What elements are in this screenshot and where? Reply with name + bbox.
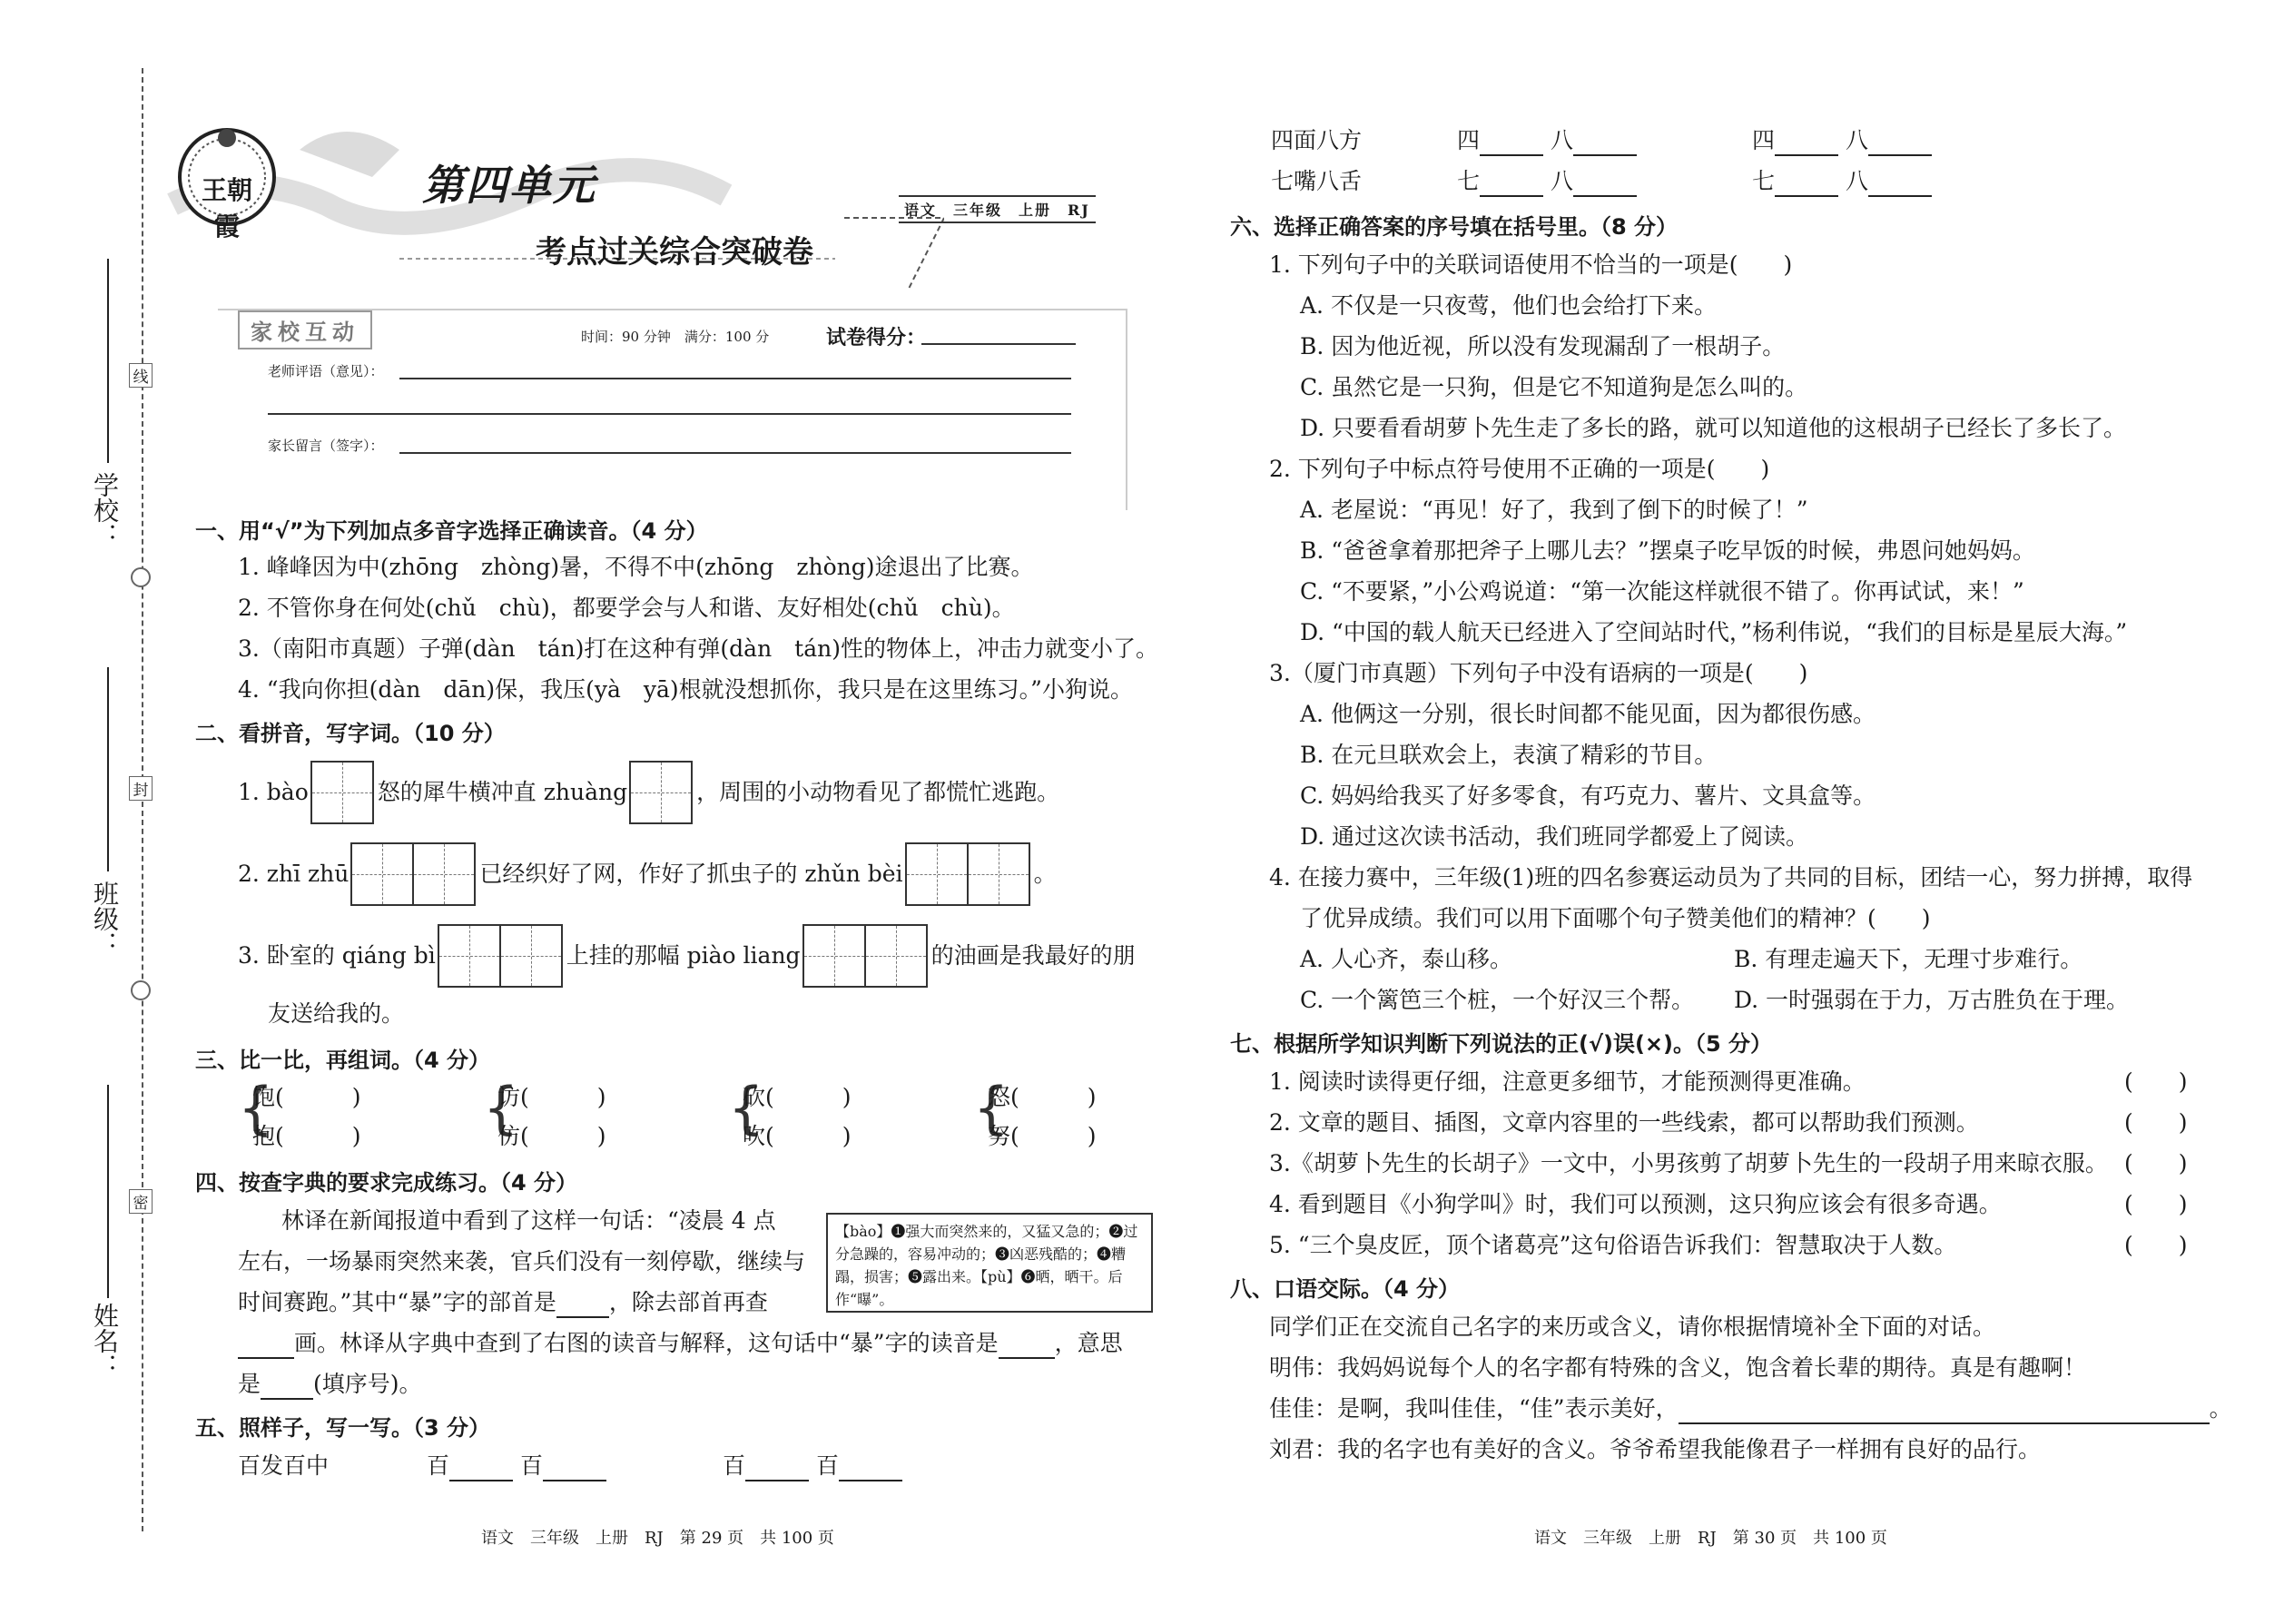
score-label: 试卷得分：: [826, 326, 927, 349]
tr1-blank-d[interactable]: [1868, 131, 1932, 156]
char-box-bao[interactable]: [312, 761, 374, 824]
s3-pair-1-b[interactable]: 抱( ): [252, 1123, 361, 1149]
s4-line-5-text: 是: [238, 1371, 261, 1397]
s1-item-3[interactable]: 3.（南阳市真题）子弹(dàn tán)打在这种有弹(dàn tán)性的物体上，冲击力就变小了。: [238, 635, 1158, 662]
s6-q1-opt-c[interactable]: C. 虽然它是一只狗，但是它不知道狗是怎么叫的。: [1300, 374, 1808, 400]
brace-2: {: [483, 1075, 519, 1141]
brace-4: {: [973, 1075, 1009, 1141]
s2-r2-pinyin-a: 2. zhī zhū: [238, 861, 350, 887]
brace-1: {: [238, 1075, 274, 1141]
tr2-blank-c[interactable]: [1775, 172, 1838, 197]
s6-q3-opt-d[interactable]: D. 通过这次读书活动，我们班同学都爱上了阅读。: [1300, 823, 1809, 850]
section-7-title: 七、根据所学知识判断下列说法的正(√)误(×)。（5 分）: [1230, 1031, 1773, 1057]
s7-paren-1[interactable]: ( ): [2124, 1068, 2188, 1095]
s8-line-3: [1269, 1393, 2232, 1424]
s4-line-3-text: 时间赛跑。”其中“暴”字的部首是: [238, 1289, 556, 1315]
s6-q1-opt-d[interactable]: D. 只要看看胡萝卜先生走了多长的路，就可以知道他的这根胡子已经长了多长了。: [1300, 415, 2127, 441]
meaning-blank[interactable]: [261, 1374, 313, 1400]
footer-left: 语文 三年级 上册 RJ 第 29 页 共 100 页: [481, 1529, 834, 1548]
tr1-blank-a[interactable]: [1480, 131, 1543, 156]
char-box-qiangbi[interactable]: [439, 924, 563, 988]
tr2-char-d: 八: [1845, 168, 1868, 194]
name-label: 姓名：: [90, 1303, 120, 1379]
radical-blank[interactable]: [556, 1293, 609, 1318]
s2-r2-text-b: 。: [1033, 861, 1057, 887]
s5-example: 百发百中: [238, 1452, 330, 1479]
s4-line-2: 左右，一场暴雨突然来袭，官兵们没有一刻停歇，继续与: [238, 1248, 806, 1275]
tr2-char-c: 七: [1752, 168, 1776, 194]
s2-r3-text-b: 上挂的那幅 piào liang: [566, 942, 801, 969]
s7-item-5: 5. “三个臭皮匠，顶个诸葛亮”这句俗语告诉我们：智慧取决于人数。: [1269, 1232, 1957, 1258]
s6-q2-opt-a[interactable]: A. 老屋说：“再见！好了，我到了倒下的时候了！”: [1300, 497, 1808, 523]
tr1-blank-c[interactable]: [1775, 131, 1838, 156]
top-row-1-blanks-a: [1457, 125, 1637, 156]
s4-line-5: [238, 1369, 422, 1400]
school-label: 学校：: [90, 472, 120, 548]
s7-item-1: 1. 阅读时读得更仔细，注意更多细节，才能预测得更准确。: [1269, 1068, 1866, 1095]
s2-r2-text-a: 已经织好了网，作好了抓虫子的 zhǔn bèi: [479, 861, 903, 887]
s2-r1-pinyin-a: 1. bào: [238, 779, 309, 805]
top-row-2-blanks-b: [1752, 166, 1932, 197]
s5-b2-blank-a[interactable]: [745, 1456, 809, 1481]
s8-line-3-text: 佳佳：是啊，我叫佳佳，“佳”表示美好，: [1269, 1395, 1679, 1422]
s3-pair-4-a[interactable]: 怒( ): [988, 1084, 1097, 1110]
s6-q3-opt-a[interactable]: A. 他俩这一分别，很长时间都不能见面，因为都很伤感。: [1300, 701, 1876, 727]
s5-b1-char-b: 百: [519, 1452, 543, 1479]
s2-row-3-continued: 友送给我的。: [268, 1000, 405, 1027]
top-row-2-example: 七嘴八舌: [1271, 168, 1363, 194]
s1-item-2[interactable]: 2. 不管你身在何处(chǔ chù)，都要学会与人和谐、友好相处(chǔ chù)。: [238, 595, 1015, 621]
tr1-char-d: 八: [1845, 127, 1868, 153]
s7-paren-5[interactable]: ( ): [2124, 1232, 2188, 1258]
binding-hole-2: [131, 980, 151, 1000]
s6-q2: 2. 下列句子中标点符号使用不正确的一项是( ): [1269, 456, 1770, 482]
tr2-blank-d[interactable]: [1868, 172, 1932, 197]
s6-q3: 3.（厦门市真题）下列句子中没有语病的一项是( ): [1269, 660, 1808, 686]
time-info: 时间：90 分钟 满分：100 分: [581, 329, 770, 345]
s6-q1: 1. 下列句子中的关联词语使用不恰当的一项是( ): [1269, 251, 1793, 278]
tr1-blank-b[interactable]: [1573, 131, 1637, 156]
parent-comment-line[interactable]: [399, 452, 1071, 454]
s6-q1-opt-b[interactable]: B. 因为他近视，所以没有发现漏刮了一根胡子。: [1300, 333, 1786, 359]
s6-q4-opt-d[interactable]: D. 一时强弱在于力，万古胜负在于理。: [1734, 987, 2130, 1013]
s1-item-4[interactable]: 4. “我向你担(dàn dān)保，我压(yà yā)根就没想抓你，我只是在这里练习。”小狗说。: [238, 676, 1133, 703]
char-box-zhunbei[interactable]: [907, 842, 1030, 906]
s6-q1-opt-a[interactable]: A. 不仅是一只夜莺，他们也会给打下来。: [1300, 292, 1717, 319]
dialogue-answer-blank[interactable]: [1679, 1399, 2210, 1424]
seal-word-mi: 密: [129, 1189, 153, 1214]
s2-r3-text-c: 的油画是我最好的朋: [930, 942, 1136, 969]
unit-title: 第四单元: [422, 161, 596, 210]
s4-line-3: [238, 1287, 768, 1318]
paper-subtitle: 考点过关综合突破卷: [536, 234, 813, 271]
teacher-comment-line-1[interactable]: [399, 378, 1071, 379]
section-1-title: 一、用“√”为下列加点多音字选择正确读音。（4 分）: [195, 518, 708, 544]
s6-q4-opt-b[interactable]: B. 有理走遍天下，无理寸步难行。: [1734, 946, 2083, 972]
family-school-title: 家校互动: [238, 310, 372, 349]
pronunciation-blank[interactable]: [999, 1334, 1055, 1359]
s7-item-4: 4. 看到题目《小狗学叫》时，我们可以预测，这只狗应该会有很多奇遇。: [1269, 1191, 2002, 1217]
tr1-char-a: 四: [1457, 127, 1481, 153]
s6-q4-cont: 了优异成绩。我们可以用下面哪个句子赞美他们的精神？( ): [1300, 905, 1931, 931]
school-field[interactable]: [107, 259, 109, 463]
strokes-blank[interactable]: [238, 1334, 294, 1359]
tr2-char-b: 八: [1550, 168, 1573, 194]
s5-blank-group-2: [723, 1451, 902, 1481]
parent-comment-label: 家长留言（签字）：: [268, 438, 384, 454]
char-box-piaoliang[interactable]: [804, 924, 928, 988]
s2-row-2: [238, 842, 1057, 906]
s7-paren-4[interactable]: ( ): [2124, 1191, 2188, 1217]
s6-q2-opt-b[interactable]: B. “爸爸拿着那把斧子上哪儿去？”摆桌子吃早饭的时候，弗恩问她妈妈。: [1300, 537, 2035, 564]
logo-text: 王朝霞: [201, 175, 252, 241]
score-field[interactable]: [921, 343, 1076, 345]
tr1-char-b: 八: [1550, 127, 1573, 153]
grade-tag: 语文 三年级 上册 RJ: [899, 195, 1096, 223]
char-box-zhuang[interactable]: [631, 761, 693, 824]
s4-line-4-text: 画。林译从字典中查到了右图的读音与解释，这句话中“暴”字的读音是: [294, 1330, 999, 1356]
s1-item-1[interactable]: 1. 峰峰因为中(zhōng zhòng)暑，不得不中(zhōng zhòng)途退出了比赛。: [238, 554, 1034, 580]
s5-b1-blank-b[interactable]: [543, 1456, 606, 1481]
s8-line-2: 明伟：我妈妈说每个人的名字都有特殊的含义，饱含着长辈的期待。真是有趣啊！: [1269, 1354, 2087, 1381]
name-field[interactable]: [107, 1085, 109, 1298]
s5-b2-char-a: 百: [723, 1452, 746, 1479]
char-box-zhizhu[interactable]: [352, 842, 476, 906]
section-2-title: 二、看拼音，写字词。（10 分）: [195, 721, 506, 746]
s5-blank-group-1: [427, 1451, 606, 1481]
s6-q2-opt-d[interactable]: D. “中国的载人航天已经进入了空间站时代，”杨利伟说，“我们的目标是星辰大海。”: [1300, 619, 2128, 645]
s3-pair-4-b[interactable]: 努( ): [988, 1123, 1097, 1149]
s3-pair-2-a[interactable]: 访( ): [497, 1084, 606, 1110]
s3-pair-1-a[interactable]: 饱( ): [252, 1084, 361, 1110]
s2-r1-text-a: 怒的犀牛横冲直 zhuàng: [377, 779, 628, 805]
s6-q3-opt-b[interactable]: B. 在元旦联欢会上，表演了精彩的节目。: [1300, 742, 1718, 768]
top-row-1-example: 四面八方: [1271, 127, 1363, 153]
s3-pair-3-b[interactable]: 吹( ): [743, 1123, 852, 1149]
s5-b1-blank-a[interactable]: [449, 1456, 513, 1481]
s5-b1-char-a: 百: [427, 1452, 450, 1479]
s3-pair-2-b[interactable]: 仿( ): [497, 1123, 606, 1149]
s7-paren-3[interactable]: ( ): [2124, 1150, 2188, 1176]
section-4-title: 四、按查字典的要求完成练习。（4 分）: [195, 1170, 578, 1196]
s6-q3-opt-c[interactable]: C. 妈妈给我买了好多零食，有巧克力、薯片、文具盒等。: [1300, 782, 1876, 809]
s4-line-1: 林译在新闻报道中看到了这样一句话：“凌晨 4 点: [281, 1207, 776, 1234]
top-row-2-blanks-a: [1457, 166, 1637, 197]
tr2-char-a: 七: [1457, 168, 1481, 194]
s2-row-3: [238, 924, 1136, 988]
s4-line-4-tail: ，意思: [1054, 1330, 1123, 1356]
s7-item-2: 2. 文章的题目、插图，文章内容里的一些线索，都可以帮助我们预测。: [1269, 1109, 1979, 1136]
s4-line-3-tail: ，除去部首再查: [608, 1289, 768, 1315]
s3-pair-3-a[interactable]: 砍( ): [743, 1084, 852, 1110]
class-field[interactable]: [107, 667, 109, 871]
s2-r3-text-a: 3. 卧室的 qiáng bì: [238, 942, 436, 969]
tr1-char-c: 四: [1752, 127, 1776, 153]
section-8-title: 八、口语交际。（4 分）: [1230, 1276, 1461, 1302]
teacher-comment-line-2[interactable]: [268, 413, 1071, 415]
s6-q4-opt-a[interactable]: A. 人心齐，泰山移。: [1300, 946, 1512, 972]
teacher-comment-label: 老师评语（意见）：: [268, 363, 384, 379]
binding-hole-1: [131, 567, 151, 587]
section-5-title: 五、照样子，写一写。（3 分）: [195, 1415, 491, 1441]
s5-b2-blank-b[interactable]: [839, 1456, 902, 1481]
s2-row-1: [238, 761, 1059, 824]
seal-word-xian: 线: [129, 363, 153, 388]
dictionary-entry-box: 【bào】❶强大而突然来的，又猛又急的；❷过分急躁的，容易冲动的；❸凶恶残酷的；❹糟蹋，损害；❺露出来。【pù】❻晒，晒干。后作“曝”。: [826, 1213, 1153, 1313]
tr2-blank-b[interactable]: [1573, 172, 1637, 197]
footer-right: 语文 三年级 上册 RJ 第 30 页 共 100 页: [1534, 1529, 1887, 1548]
tr2-blank-a[interactable]: [1480, 172, 1543, 197]
section-3-title: 三、比一比，再组词。（4 分）: [195, 1048, 491, 1073]
s6-q4-opt-c[interactable]: C. 一个篱笆三个桩，一个好汉三个帮。: [1300, 987, 1695, 1013]
section-6-title: 六、选择正确答案的序号填在括号里。（8 分）: [1230, 214, 1679, 240]
s2-r1-text-b: ，周围的小动物看见了都慌忙逃跑。: [696, 779, 1060, 805]
s4-line-5-tail: (填序号)。: [313, 1371, 422, 1397]
s7-paren-2[interactable]: ( ): [2124, 1109, 2188, 1136]
s6-q4: 4. 在接力赛中，三年级(1)班的四名参赛运动员为了共同的目标，团结一心，努力拼搏，取得: [1269, 864, 2193, 891]
class-label: 班级：: [90, 881, 120, 957]
s8-line-4: 刘君：我的名字也有美好的含义。爷爷希望我能像君子一样拥有良好的品行。: [1269, 1436, 2042, 1462]
s8-line-3-end: 。: [2209, 1395, 2232, 1422]
brace-3: {: [728, 1075, 764, 1141]
s5-b2-char-b: 百: [815, 1452, 839, 1479]
s4-line-4: [238, 1328, 1123, 1359]
s6-q2-opt-c[interactable]: C. “不要紧，”小公鸡说道：“第一次能这样就很不错了。你再试试，来！”: [1300, 578, 2024, 605]
seal-word-feng: 封: [129, 776, 153, 801]
top-row-1-blanks-b: [1752, 125, 1932, 156]
s7-item-3: 3.《胡萝卜先生的长胡子》一文中，小男孩剪了胡萝卜先生的一段胡子用来晾衣服。: [1269, 1150, 2108, 1176]
s8-line-1: 同学们正在交流自己名字的来历或含义，请你根据情境补全下面的对话。: [1269, 1314, 1996, 1340]
